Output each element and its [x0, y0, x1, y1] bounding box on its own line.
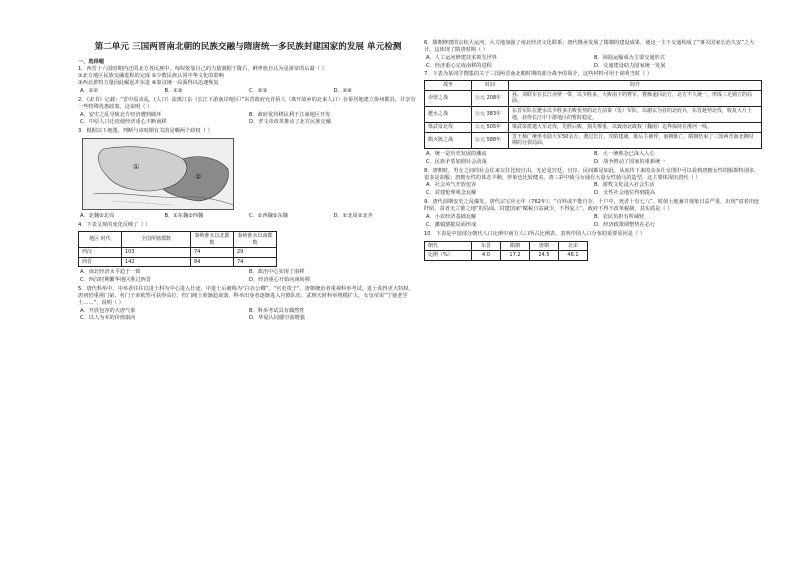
- question-1: [78, 66, 418, 94]
- table-row: [79, 248, 277, 258]
- table-cell: 公元 505年: [472, 123, 509, 133]
- question-stem: 6．隋朝修建的京杭大运河，大力地加强了南北经济文化联系；唐代继承发展了隋朝的建设成果，使这一主干交通构成了“事关国家长治久安”之大计。这体现了隋唐时期（ ）: [424, 40, 755, 53]
- table-cell: 淝水之战: [425, 107, 472, 123]
- option-c[interactable]: C．西汉时期繁华地区胜过西晋: [80, 277, 152, 284]
- question-8: [424, 168, 762, 197]
- question-stem-line: ③西北游牧力量因此崛起并东进 ④秦汉统一局面得以迅速恢复: [78, 80, 219, 87]
- question-stem: 7．下表为某同学搜集的关于三国两晋南北朝时期的部分战争的简介，这些材料可用于说明当时（ ）: [424, 71, 653, 78]
- question-stem: 8．唐朝时，男女之间的社会往来交往比较自由，无论是宫廷、官宦、民间都是如此，从流传下来的众多仕女图中可以看到唐朝女性的服饰特别多，很多是胡服；唐朝女性的体态丰腴，形象也比较健美。唐三彩中骑马女俑有大量女性骑马的造型。这主要体现出唐代（ ）: [424, 167, 760, 181]
- option-a[interactable]: A．安史之乱导致北方经济遭到破坏: [80, 111, 162, 118]
- options: [80, 269, 418, 284]
- options: [426, 55, 762, 70]
- option-b[interactable]: B．政府优待移民利于江南地区开发: [249, 111, 331, 118]
- table-header: 地区 时代: [79, 231, 122, 247]
- option-c[interactable]: C．藩镇割据局面形成: [426, 221, 477, 228]
- table-header-row: [425, 81, 762, 91]
- option-a[interactable]: A．①②: [80, 88, 99, 95]
- table-cell: 74: [234, 257, 277, 267]
- option-a[interactable]: A．统一是历史发展的潮流: [426, 151, 487, 158]
- table-header: 战争: [425, 81, 472, 91]
- table-cell: 西汉: [79, 248, 122, 258]
- options: [80, 308, 418, 323]
- options: [426, 182, 762, 197]
- question-7: [424, 71, 762, 165]
- option-c[interactable]: C．以人为本的价值取向: [80, 315, 136, 322]
- option-b[interactable]: B．游牧文化浸入社会生活: [594, 182, 655, 189]
- option-b[interactable]: B．农民负担有所减轻: [594, 213, 645, 220]
- population-table: [78, 231, 277, 267]
- option-a[interactable]: A．南北经济水平趋于一致: [80, 269, 141, 276]
- table-cell: 北宋: [559, 241, 588, 251]
- question-stem: 1．西晋十六国时期内迁的北方各民族中，匈奴依靠自己的力量割据于陇右，鲜卑族自认为是黄帝的后裔（ ）: [78, 66, 327, 73]
- table-cell: 4.0: [472, 251, 501, 261]
- table-cell: 84: [191, 257, 234, 267]
- option-c[interactable]: C．①西魏②东魏: [249, 213, 288, 220]
- question-stem-line: ①北方地区民族交融进程的完成 ②少数民族认同中华文化的影响: [78, 73, 224, 80]
- question-stem: 2．《宋书》记载：“晋中原丧乱，(人口）流离江东（长江下游南岸地区）”东晋政府允许侨人（离开故乡的北来人口）在侨居地建立侨州郡县，并享有一些特殊优惠政策。这说明（ ）: [78, 96, 416, 110]
- table-cell: 晋王杨广统率水陆大军50余万，渡过长江，攻陷建康，陈后主被俘，南朝陈亡。隋朝结束了三国两晋南北朝时期的分裂局面。: [509, 132, 762, 148]
- option-d[interactable]: D．孝文帝改革推动了北方民族交融: [249, 119, 331, 126]
- table-header: 全国所辖郡数: [122, 231, 191, 247]
- population-ratio-table: [424, 241, 588, 261]
- map-drawing: [83, 139, 233, 209]
- option-c[interactable]: C．经济重心完成南移的进程: [426, 62, 492, 69]
- table-cell: 74: [191, 248, 234, 258]
- right-column: [424, 40, 762, 263]
- option-a[interactable]: A．小农经济基础瓦解: [426, 213, 477, 220]
- option-a[interactable]: A．社会风气开放包容: [426, 182, 477, 189]
- table-header-row: [79, 231, 277, 247]
- options: [80, 112, 418, 127]
- options: [426, 151, 762, 166]
- table-cell: 29: [234, 248, 277, 258]
- table-row: [425, 90, 762, 106]
- table-cell: 17.2: [501, 251, 530, 261]
- options: [426, 214, 762, 229]
- question-4: [78, 222, 418, 284]
- option-b[interactable]: B．①③: [164, 88, 183, 95]
- table-cell: 公元 208年: [472, 90, 509, 106]
- table-cell: 隋灭陈之战: [425, 132, 472, 148]
- option-c[interactable]: C．中原人口迁徙使经济重心不断南移: [80, 119, 167, 126]
- option-c[interactable]: C．②③: [249, 88, 268, 95]
- question-3: [78, 128, 418, 220]
- table-row: [425, 251, 588, 261]
- option-c[interactable]: C．封建伦理观念瓦解: [426, 190, 477, 197]
- question-stem: 10．下表是中国部分朝代人口比例中南方人口所占比例表，表明中国人口分布的重要原因是（ ）: [424, 230, 645, 237]
- question-5: [78, 286, 418, 322]
- option-d[interactable]: D．华夏认同感空前增强: [249, 315, 305, 322]
- table-header: 秦岭淮水以南郡数: [234, 231, 277, 247]
- question-10: [424, 231, 762, 261]
- option-c[interactable]: C．民族矛盾加剧社会动荡: [426, 158, 487, 165]
- table-cell: 东晋军队在淝水以少胜多击败优势的北方前秦（氐）军队，以谢玄为首的北府兵，东晋趁势北伐，收复大片土地，获得长江中下游地区的暂时稳定。: [509, 107, 762, 123]
- war-table: [424, 80, 762, 149]
- table-header: 时间: [472, 81, 509, 91]
- option-b[interactable]: B．大一统观念已深入人心: [594, 151, 655, 158]
- table-cell: 赤壁之战: [425, 90, 472, 106]
- table-cell: 46.1: [559, 251, 588, 261]
- left-column: [78, 40, 418, 324]
- table-cell: 比例（%）: [425, 251, 472, 261]
- question-9: [424, 199, 762, 228]
- table-row: [425, 123, 762, 133]
- map-label-1: ①: [133, 163, 140, 172]
- table-cell: 唐朝: [530, 241, 559, 251]
- question-stem: 3．根据以下地图，判断与该时期有关的是哪两个政权（ ）: [78, 128, 213, 135]
- table-row: [425, 132, 762, 148]
- option-d[interactable]: D．女性社会地位得到提高: [594, 190, 656, 197]
- table-cell: 公元 588年: [472, 132, 509, 148]
- table-cell: 24.5: [530, 251, 559, 261]
- table-cell: 142: [122, 257, 191, 267]
- option-d[interactable]: D．②④: [333, 88, 352, 95]
- option-d[interactable]: D．经济重心开始向南转移: [249, 277, 311, 284]
- table-cell: 隋朝: [501, 241, 530, 251]
- table-header: 秦岭淮水以北郡数: [191, 231, 234, 247]
- question-6: [424, 40, 762, 69]
- option-a[interactable]: A．北魏②北周: [80, 213, 115, 220]
- options: [80, 213, 418, 220]
- historical-map: [82, 138, 234, 210]
- option-d[interactable]: D．战争推动了国家的重新统一: [594, 158, 666, 165]
- map-label-2: ②: [195, 173, 202, 182]
- page-title: 第二单元 三国两晋南北朝的民族交融与隋唐统一多民族封建国家的发展 单元检测: [94, 42, 402, 52]
- option-a[interactable]: A．人工运河修建技术领先世界: [426, 54, 497, 61]
- option-b[interactable]: B．①东魏②西魏: [164, 213, 204, 220]
- table-cell: 东晋: [472, 241, 501, 251]
- option-b[interactable]: B．科举考试具有偶然性: [249, 307, 305, 314]
- table-row: [425, 107, 762, 123]
- section-heading: 一、选择题: [78, 58, 104, 65]
- question-stem: 9．唐代前期安史之乱爆发，唐代宗宝应元年（762年），“百姓或不能自存，十户中，死者十有七八”。时值土地兼并现象日益严重，出现“富者田连阡陌，贫者无立锥之地”的局面，封建国家“赋税日益减少，不得复上”，政府不得不改革税制，其实质是（ ）: [424, 199, 760, 213]
- option-b[interactable]: B．政治中心实现了南移: [249, 269, 305, 276]
- table-row: [79, 257, 277, 267]
- table-header-row: [425, 241, 588, 251]
- table-cell: 孙、刘联军在长江赤壁一带，以少胜多，大败南下的曹军，曹操退回北方，北方不久统一，形成三足鼎立的局面。: [509, 90, 762, 106]
- table-cell: 103: [122, 248, 191, 258]
- table-cell: 梁武帝派遣大军北伐，先胜后败，损失惨重，以致南北政权（魏南）边界保持在淮河一线。: [509, 123, 762, 133]
- option-d[interactable]: D．交通建设助力国家统一发展: [594, 62, 666, 69]
- table-cell: 西晋: [79, 257, 122, 267]
- table-header: 简介: [509, 81, 762, 91]
- table-cell: 公元 383年: [472, 107, 509, 123]
- table-cell: 朝代: [425, 241, 472, 251]
- question-stem: 5．唐代科举中，中举者往往以进士科为中心进入仕途，中进士后被称为“白衣公卿”，“官吏贵子”，唐朝统治者重视科举考试，进士获得更大特权。唐初仍重视门第，名门子弟依然可获得高位，但门阀士族渐趋衰落，科举出身者逐渐进入官僚队伍。武则天时科举规模扩大，女皇帝说“宁使老学士……”，说明（ ）: [78, 286, 414, 306]
- option-d[interactable]: D．①北周②北齐: [333, 213, 373, 220]
- question-2: [78, 97, 418, 126]
- option-d[interactable]: D．经济政策调整势在必行: [594, 221, 656, 228]
- option-b[interactable]: B．海陆运输成为主要交通形式: [594, 54, 665, 61]
- question-stem: 4．下表呈现的变化反映了（ ）: [78, 222, 151, 229]
- table-cell: 梁武帝北伐: [425, 123, 472, 133]
- options: [80, 88, 418, 95]
- option-a[interactable]: A．开放包容的大唐气象: [80, 307, 136, 314]
